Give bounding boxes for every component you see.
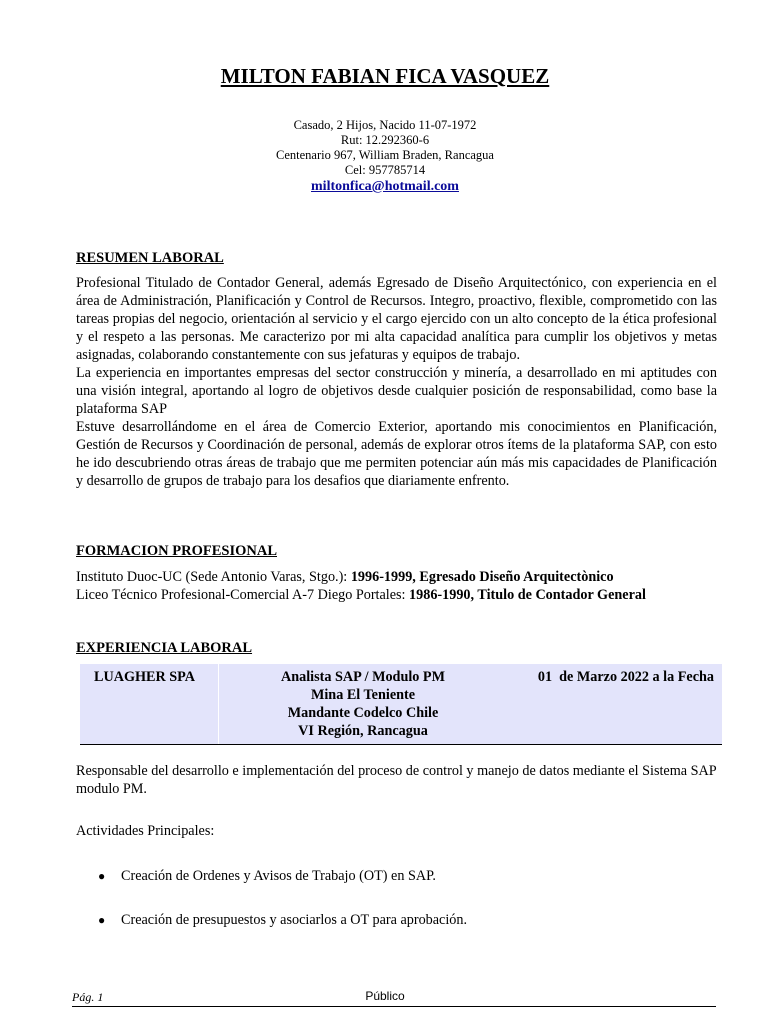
footer-divider <box>72 1006 716 1007</box>
job-header-table <box>80 664 722 745</box>
job-role-line: Mandante Codelco Chile <box>287 705 439 721</box>
summary-paragraph: Profesional Titulado de Contador General, además Egresado de Diseño Arquitectónico, con experiencia en el área de Administración, Planificación y Control de Recursos. Integro, proactivo, flexible, comprometido con las tareas propias del negocio, orientación al servicio y el cargo ejercido con un alto concepto de la ética profesional y el respeto a las personas. Me caracterizo por mi alta capacidad analítica para cumplir los objetivos y metas asignadas, colaborando constantemente con sus jefaturas y equipos de trabajo. <box>76 275 717 363</box>
bullet-icon: ● <box>98 913 106 927</box>
contact-address: Centenario 967, William Braden, Rancagua <box>276 148 494 162</box>
contact-rut: Rut: 12.292360-6 <box>340 133 430 147</box>
experience-title: EXPERIENCIA LABORAL <box>76 640 253 656</box>
page-number: Pág. 1 <box>72 990 104 1004</box>
summary-paragraph: La experiencia en importantes empresas del sector construcción y minería, a desarrollado en mi aptitudes con una visión integral, aportando al logro de objetivos desde cualquier posición de responsabilidad, como base la plataforma SAP <box>76 365 717 417</box>
contact-phone: Cel: 957785714 <box>344 163 426 177</box>
candidate-name: MILTON FABIAN FICA VASQUEZ <box>220 64 550 88</box>
summary-section <box>76 274 717 490</box>
job-role-line: VI Región, Rancagua <box>298 723 428 739</box>
list-item <box>98 868 436 885</box>
contact-block <box>0 118 768 195</box>
education-institution: Instituto Duoc-UC (Sede Antonio Varas, Stgo.): <box>76 569 351 585</box>
email-link[interactable]: miltonfica@hotmail.com <box>311 179 459 194</box>
classification-label: Público <box>365 989 405 1003</box>
job-role-line: Mina El Teniente <box>310 687 416 703</box>
summary-title: RESUMEN LABORAL <box>76 250 224 266</box>
bullet-icon: ● <box>98 869 106 883</box>
list-item <box>98 912 467 929</box>
education-item <box>76 568 736 586</box>
job-role <box>219 664 507 744</box>
education-institution: Liceo Técnico Profesional-Comercial A-7 Diego Portales: <box>76 587 410 603</box>
education-detail: 1996-1999, Egresado Diseño Arquitectònico <box>350 569 614 585</box>
activity-text: Creación de presupuestos y asociarlos a OT para aprobación. <box>121 912 468 928</box>
contact-civil-status: Casado, 2 Hijos, Nacido 11-07-1972 <box>293 118 477 132</box>
activity-text: Creación de Ordenes y Avisos de Trabajo (OT) en SAP. <box>121 868 436 884</box>
education-title: FORMACION PROFESIONAL <box>76 543 277 559</box>
job-company: LUAGHER SPA <box>80 664 219 744</box>
job-role-line: Analista SAP / Modulo PM <box>281 669 445 685</box>
education-detail: 1986-1990, Titulo de Contador General <box>409 587 646 603</box>
job-dates: 01 de Marzo 2022 a la Fecha <box>537 669 714 685</box>
education-section <box>76 568 736 604</box>
job-description: Responsable del desarrollo e implementación del proceso de control y manejo de datos mediante el Sistema SAP modulo PM. <box>76 763 717 797</box>
education-item <box>76 586 736 604</box>
activities-label: Actividades Principales: <box>76 823 215 839</box>
summary-paragraph: Estuve desarrollándome en el área de Comercio Exterior, aportando mis conocimientos en Planificación, Gestión de Recursos y Coordinación de personal, además de explorar otros ítems de la plataforma SAP, con esto he ido descubriendo otras áreas de trabajo que me permiten potenciar aún más mis capacidades de Planificación y desarrollo de grupos de trabajo para los desafios que diariamente enfrento. <box>76 419 717 489</box>
